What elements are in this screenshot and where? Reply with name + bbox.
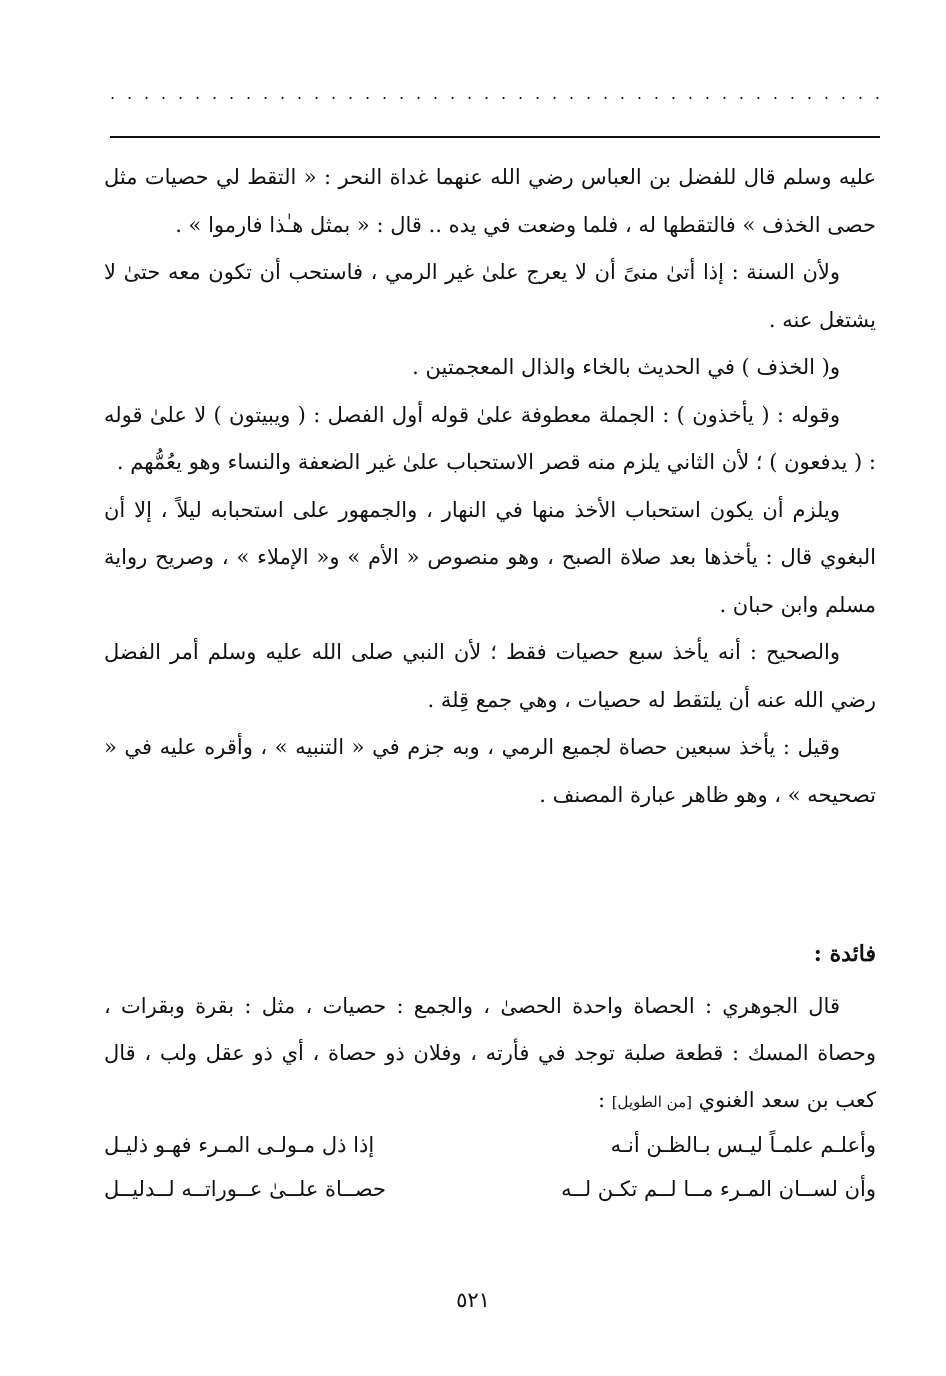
- header-dotted-line: . . . . . . . . . . . . . . . . . . . . . . . . . . . . . . . . . . . . . . . . . . . . . .: [110, 84, 880, 103]
- faidah-body: قال الجوهري : الحصاة واحدة الحصىٰ ، والجمع : حصيات ، مثل : بقرة وبقرات ، وحصاة المسك : قطعة صلبة توجد في فأرته ، وفلان ذو حصاة ، أي ذو عقل ولب ، قال كعب بن سعد الغنوي: [104, 994, 876, 1112]
- meter-note: [من الطويل]: [611, 1093, 692, 1111]
- verse-2-second-hemistich: حصــاة علــىٰ عــوراتــه لــدليــل: [104, 1177, 386, 1201]
- main-text: [104, 154, 876, 819]
- verse-1-second-hemistich: إذا ذل مـولـى المـرء فهـو ذليـل: [104, 1133, 375, 1157]
- paragraph-3: و( الخذف ) في الحديث بالخاء والذال المعجمتين .: [412, 355, 840, 379]
- faidah-heading: فائدة :: [813, 941, 876, 967]
- verse-1: [104, 1122, 876, 1168]
- paragraph-4: وقوله : ( يأخذون ) : الجملة معطوفة علىٰ قوله أول الفصل : ( ويبيتون ) لا علىٰ قوله : ( يدفعون ) ؛ لأن الثاني يلزم منه قصر الاستحباب علىٰ غير الضعفة والنساء وهو يعُمُّهم .: [104, 402, 876, 474]
- verse-2: [104, 1166, 876, 1212]
- paragraph-1: عليه وسلم قال للفضل بن العباس رضي الله عنهما غداة النحر : « التقط لي حصيات مثل حصى الخذف » فالتقطها له ، فلما وضعت في يده .. قال : « بمثل هـٰذا فارموا » .: [104, 165, 876, 237]
- paragraph-5: ويلزم أن يكون استحباب الأخذ منها في النهار ، والجمهور على استحبابه ليلاً ، إلا أن البغوي قال : يأخذها بعد صلاة الصبح ، وهو منصوص « الأم » و« الإملاء » ، وصريح رواية مسلم وابن حبان .: [104, 497, 876, 617]
- header-rule: [110, 136, 880, 138]
- faidah-text: [104, 983, 876, 1126]
- paragraph-7: وقيل : يأخذ سبعين حصاة لجميع الرمي ، وبه جزم في « التنبيه » ، وأقره عليه في « تصحيحه » ، وهو ظاهر عبارة المصنف .: [104, 735, 876, 807]
- page-number: ٥٢١: [456, 1288, 490, 1312]
- verse-1-first-hemistich: وأعلـم علمـاً ليـس بـالظـن أنـه: [610, 1133, 876, 1157]
- paragraph-6: والصحيح : أنه يأخذ سبع حصيات فقط ؛ لأن النبي صلى الله عليه وسلم أمر الفضل رضي الله عنه أن يلتقط له حصيات ، وهي جمع قِلة .: [104, 640, 876, 712]
- faidah-paragraph: [104, 983, 876, 1126]
- verse-2-first-hemistich: وأن لســان المـرء مــا لــم تكـن لــه: [561, 1177, 876, 1201]
- faidah-colon: :: [597, 1088, 606, 1112]
- paragraph-2: ولأن السنة : إذا أتىٰ منىً أن لا يعرج علىٰ غير الرمي ، فاستحب أن تكون معه حتىٰ لا يشتغل عنه .: [104, 260, 876, 332]
